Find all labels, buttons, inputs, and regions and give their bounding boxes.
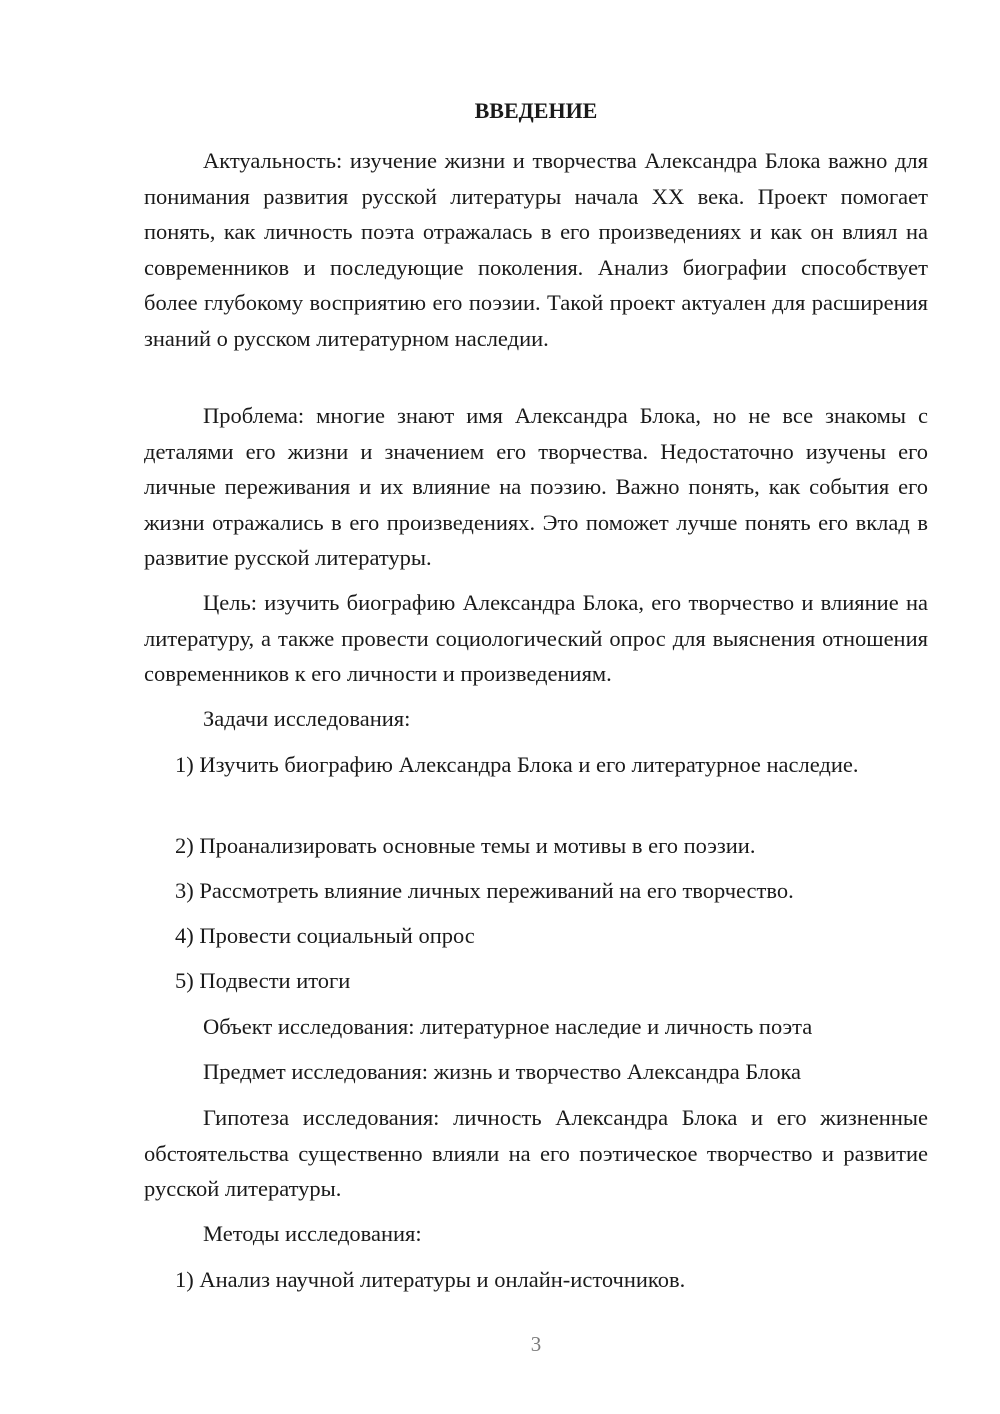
- section-title: ВВЕДЕНИЕ: [474, 98, 598, 123]
- methods-heading: Методы исследования:: [203, 1221, 422, 1246]
- task-item-4: 4) Провести социальный опрос: [175, 923, 475, 948]
- hypothesis-paragraph: Гипотеза исследования: личность Александра Блока и его жизненные обстоятельства существенно влияли на его поэтическое творчество и развитие русской литературы.: [144, 1105, 928, 1201]
- method-item-1: 1) Анализ научной литературы и онлайн-источников.: [175, 1267, 686, 1292]
- object-paragraph: Объект исследования: литературное наследие и личность поэта: [203, 1014, 813, 1039]
- task-item-5: 5) Подвести итоги: [175, 968, 351, 993]
- relevance-paragraph: Актуальность: изучение жизни и творчества Александра Блока важно для понимания развития русской литературы начала XX века. Проект помогает понять, как личность поэта отражалась в его произведениях и как он влиял на современников и последующие поколения. Анализ биографии способствует более глубокому восприятию его поэзии. Такой проект актуален для расширения знаний о русском литературном наследии.: [144, 148, 928, 351]
- page-number: 3: [530, 1332, 542, 1356]
- problem-paragraph: Проблема: многие знают имя Александра Блока, но не все знакомы с деталями его жизни и значением его творчества. Недостаточно изучены его личные переживания и их влияние на поэзию. Важно понять, как события его жизни отражались в его произведениях. Это поможет лучше понять его вклад в развитие русской литературы.: [144, 403, 928, 570]
- tasks-heading: Задачи исследования:: [203, 706, 411, 731]
- goal-paragraph: Цель: изучить биографию Александра Блока, его творчество и влияние на литературу, а также провести социологический опрос для выяснения отношения современников к его личности и произведениям.: [144, 590, 928, 686]
- subject-paragraph: Предмет исследования: жизнь и творчество Александра Блока: [203, 1059, 802, 1084]
- task-item-2: 2) Проанализировать основные темы и мотивы в его поэзии.: [175, 833, 756, 858]
- task-item-1: 1) Изучить биографию Александра Блока и его литературное наследие.: [175, 752, 859, 777]
- task-item-3: 3) Рассмотреть влияние личных переживаний на его творчество.: [175, 878, 794, 903]
